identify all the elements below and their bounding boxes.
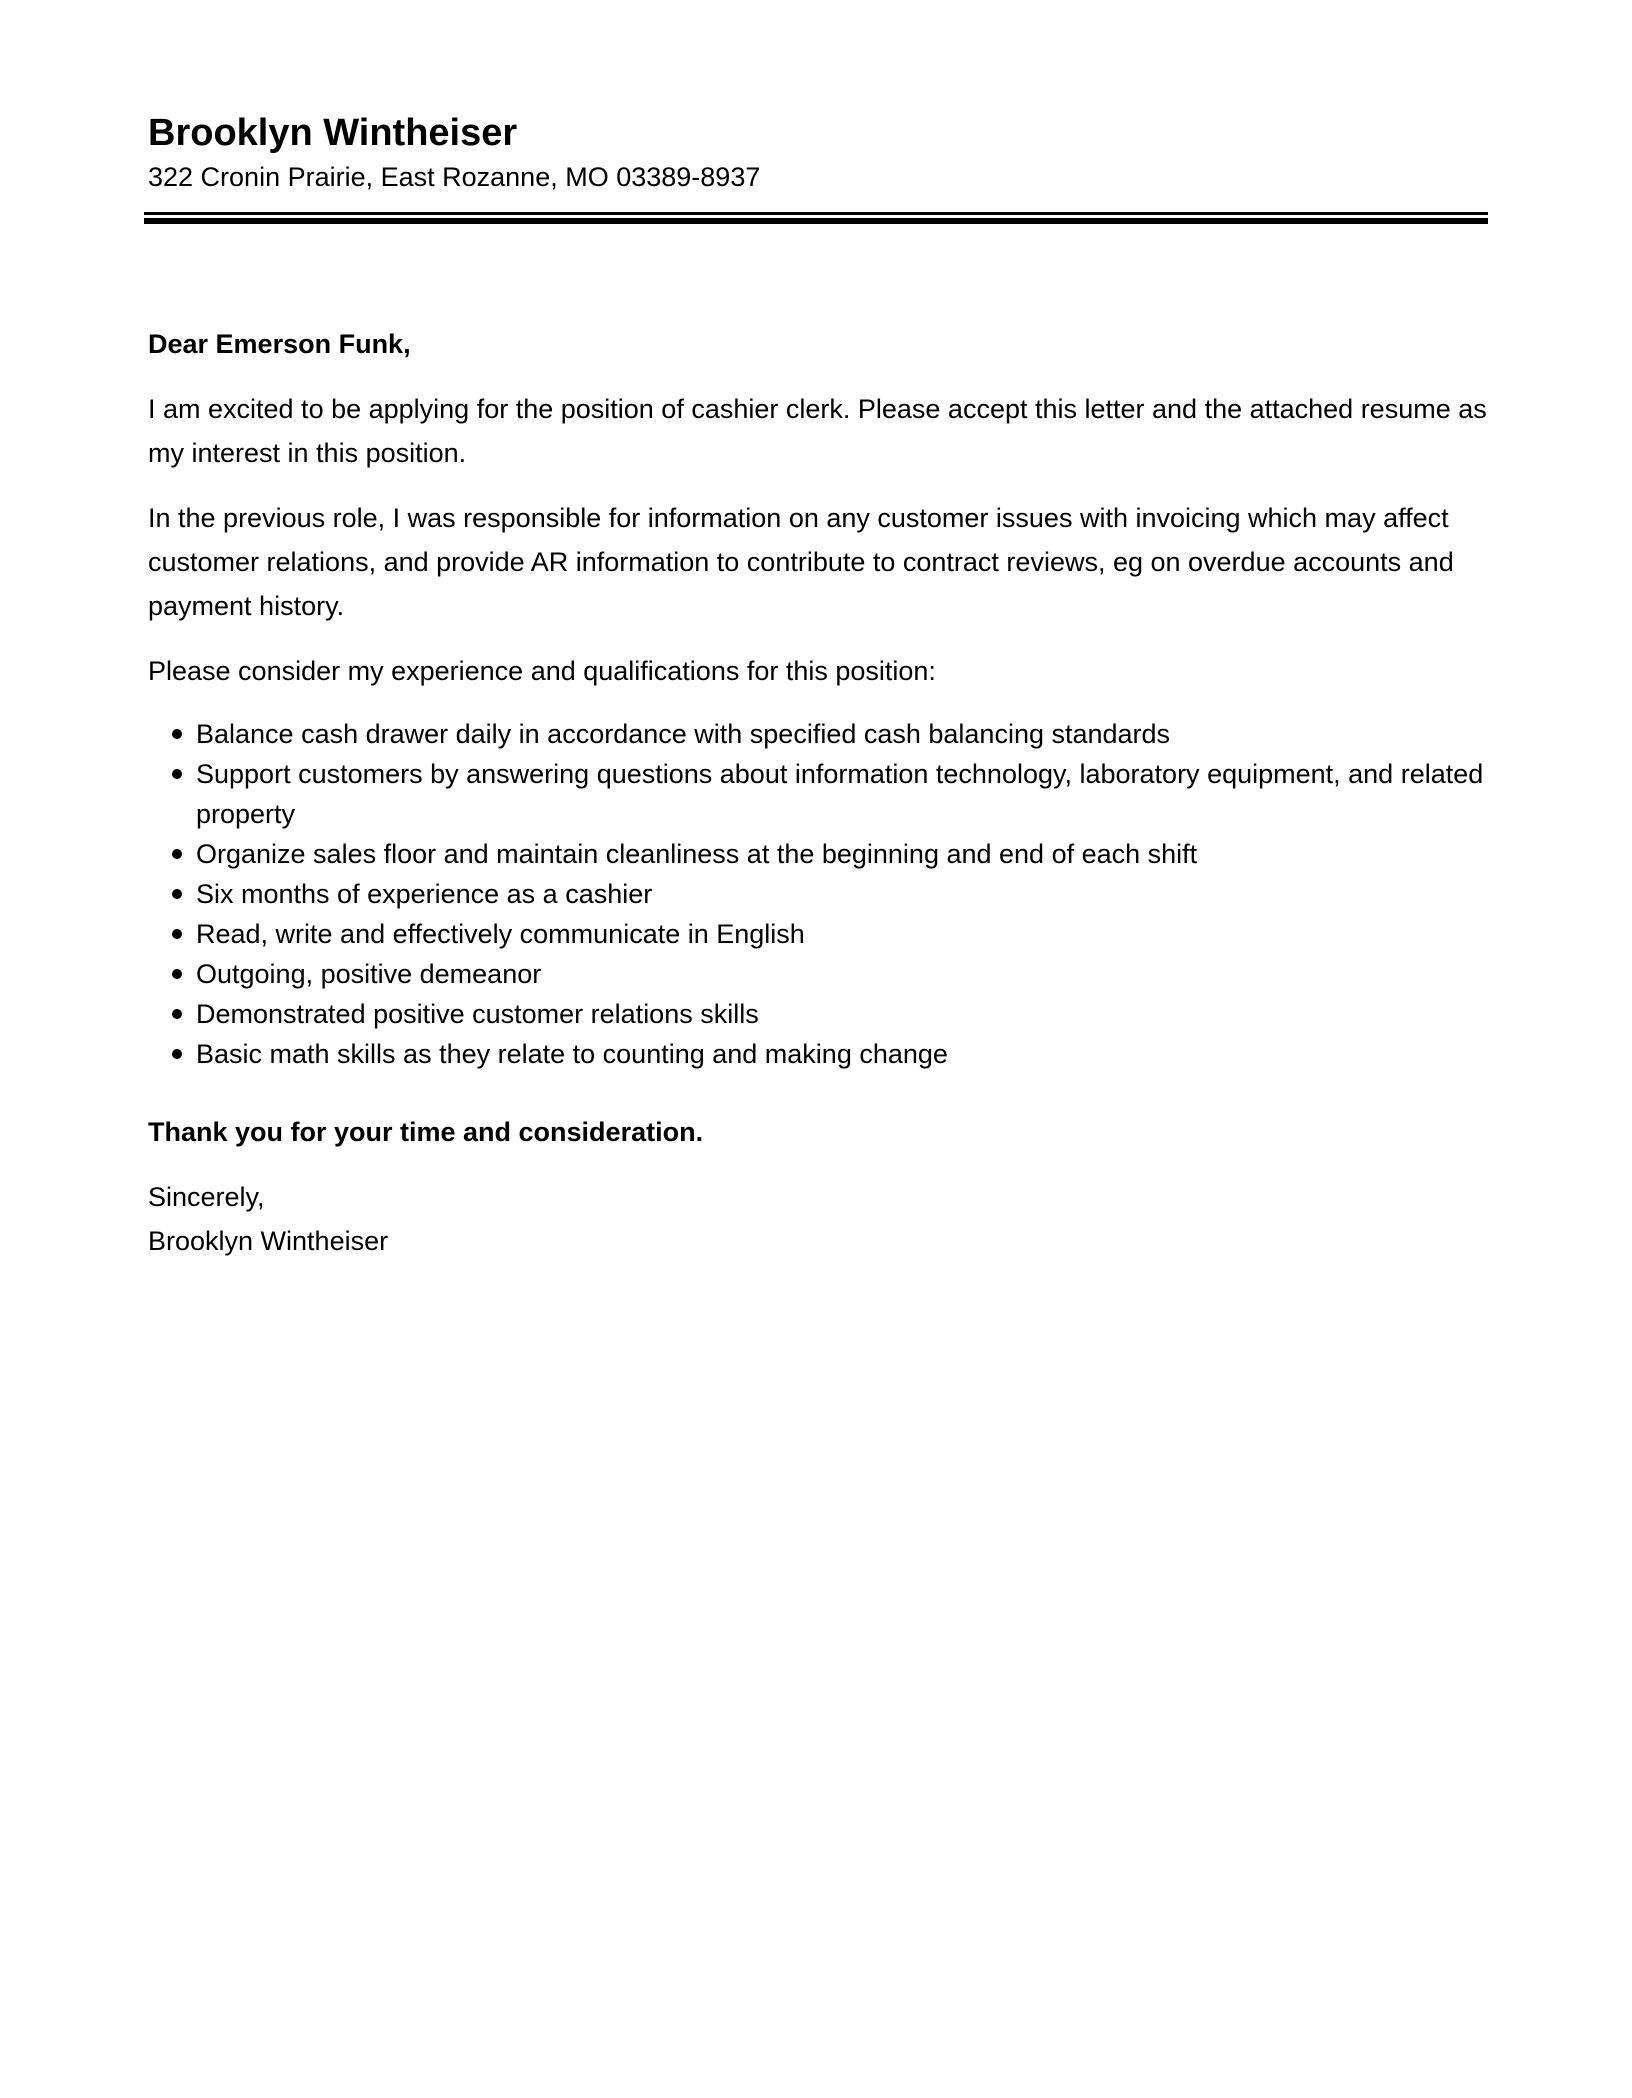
bullet-icon bbox=[172, 769, 182, 779]
letter-body bbox=[148, 322, 1488, 1263]
intro-paragraph: I am excited to be applying for the position of cashier clerk. Please accept this letter and the attached resume as my interest in this position. bbox=[148, 394, 1487, 468]
bullet-icon bbox=[172, 929, 182, 939]
bullet-icon bbox=[172, 889, 182, 899]
list-item bbox=[148, 874, 1488, 914]
qualifications-list bbox=[148, 714, 1488, 1074]
signoff: Sincerely, bbox=[148, 1182, 265, 1212]
bullet-icon bbox=[172, 1049, 182, 1059]
list-item bbox=[148, 714, 1488, 754]
list-item-text: Outgoing, positive demeanor bbox=[196, 959, 542, 989]
list-item bbox=[148, 914, 1488, 954]
salutation: Dear Emerson Funk, bbox=[148, 329, 411, 359]
header-divider-thick bbox=[144, 218, 1488, 224]
letter-page bbox=[148, 108, 1488, 1256]
list-item bbox=[148, 994, 1488, 1034]
bullet-icon bbox=[172, 969, 182, 979]
signature-name: Brooklyn Wintheiser bbox=[148, 1226, 389, 1256]
list-item-text: Support customers by answering questions about information technology, laboratory equipment, and related property bbox=[196, 759, 1484, 829]
list-item bbox=[148, 954, 1488, 994]
list-item bbox=[148, 754, 1488, 834]
experience-paragraph: In the previous role, I was responsible for information on any customer issues with invoicing which may affect customer relations, and provide AR information to contribute to contract reviews, eg on overdue accounts and payment history. bbox=[148, 503, 1454, 621]
list-item-text: Demonstrated positive customer relations skills bbox=[196, 999, 759, 1029]
bullet-icon bbox=[172, 1009, 182, 1019]
list-item-text: Balance cash drawer daily in accordance with specified cash balancing standards bbox=[196, 719, 1171, 749]
list-item bbox=[148, 1034, 1488, 1074]
bullet-icon bbox=[172, 849, 182, 859]
list-item-text: Six months of experience as a cashier bbox=[196, 879, 653, 909]
closing-line: Thank you for your time and consideration. bbox=[148, 1117, 704, 1147]
list-item-text: Read, write and effectively communicate in English bbox=[196, 919, 805, 949]
list-item-text: Organize sales floor and maintain cleanliness at the beginning and end of each shift bbox=[196, 839, 1198, 869]
sender-name: Brooklyn Wintheiser bbox=[148, 112, 518, 154]
sender-address: 322 Cronin Prairie, East Rozanne, MO 03389-8937 bbox=[148, 162, 761, 192]
list-item-text: Basic math skills as they relate to counting and making change bbox=[196, 1039, 948, 1069]
bullet-icon bbox=[172, 729, 182, 739]
list-item bbox=[148, 834, 1488, 874]
qualifications-intro: Please consider my experience and qualifications for this position: bbox=[148, 656, 936, 686]
header-divider bbox=[144, 212, 1488, 224]
